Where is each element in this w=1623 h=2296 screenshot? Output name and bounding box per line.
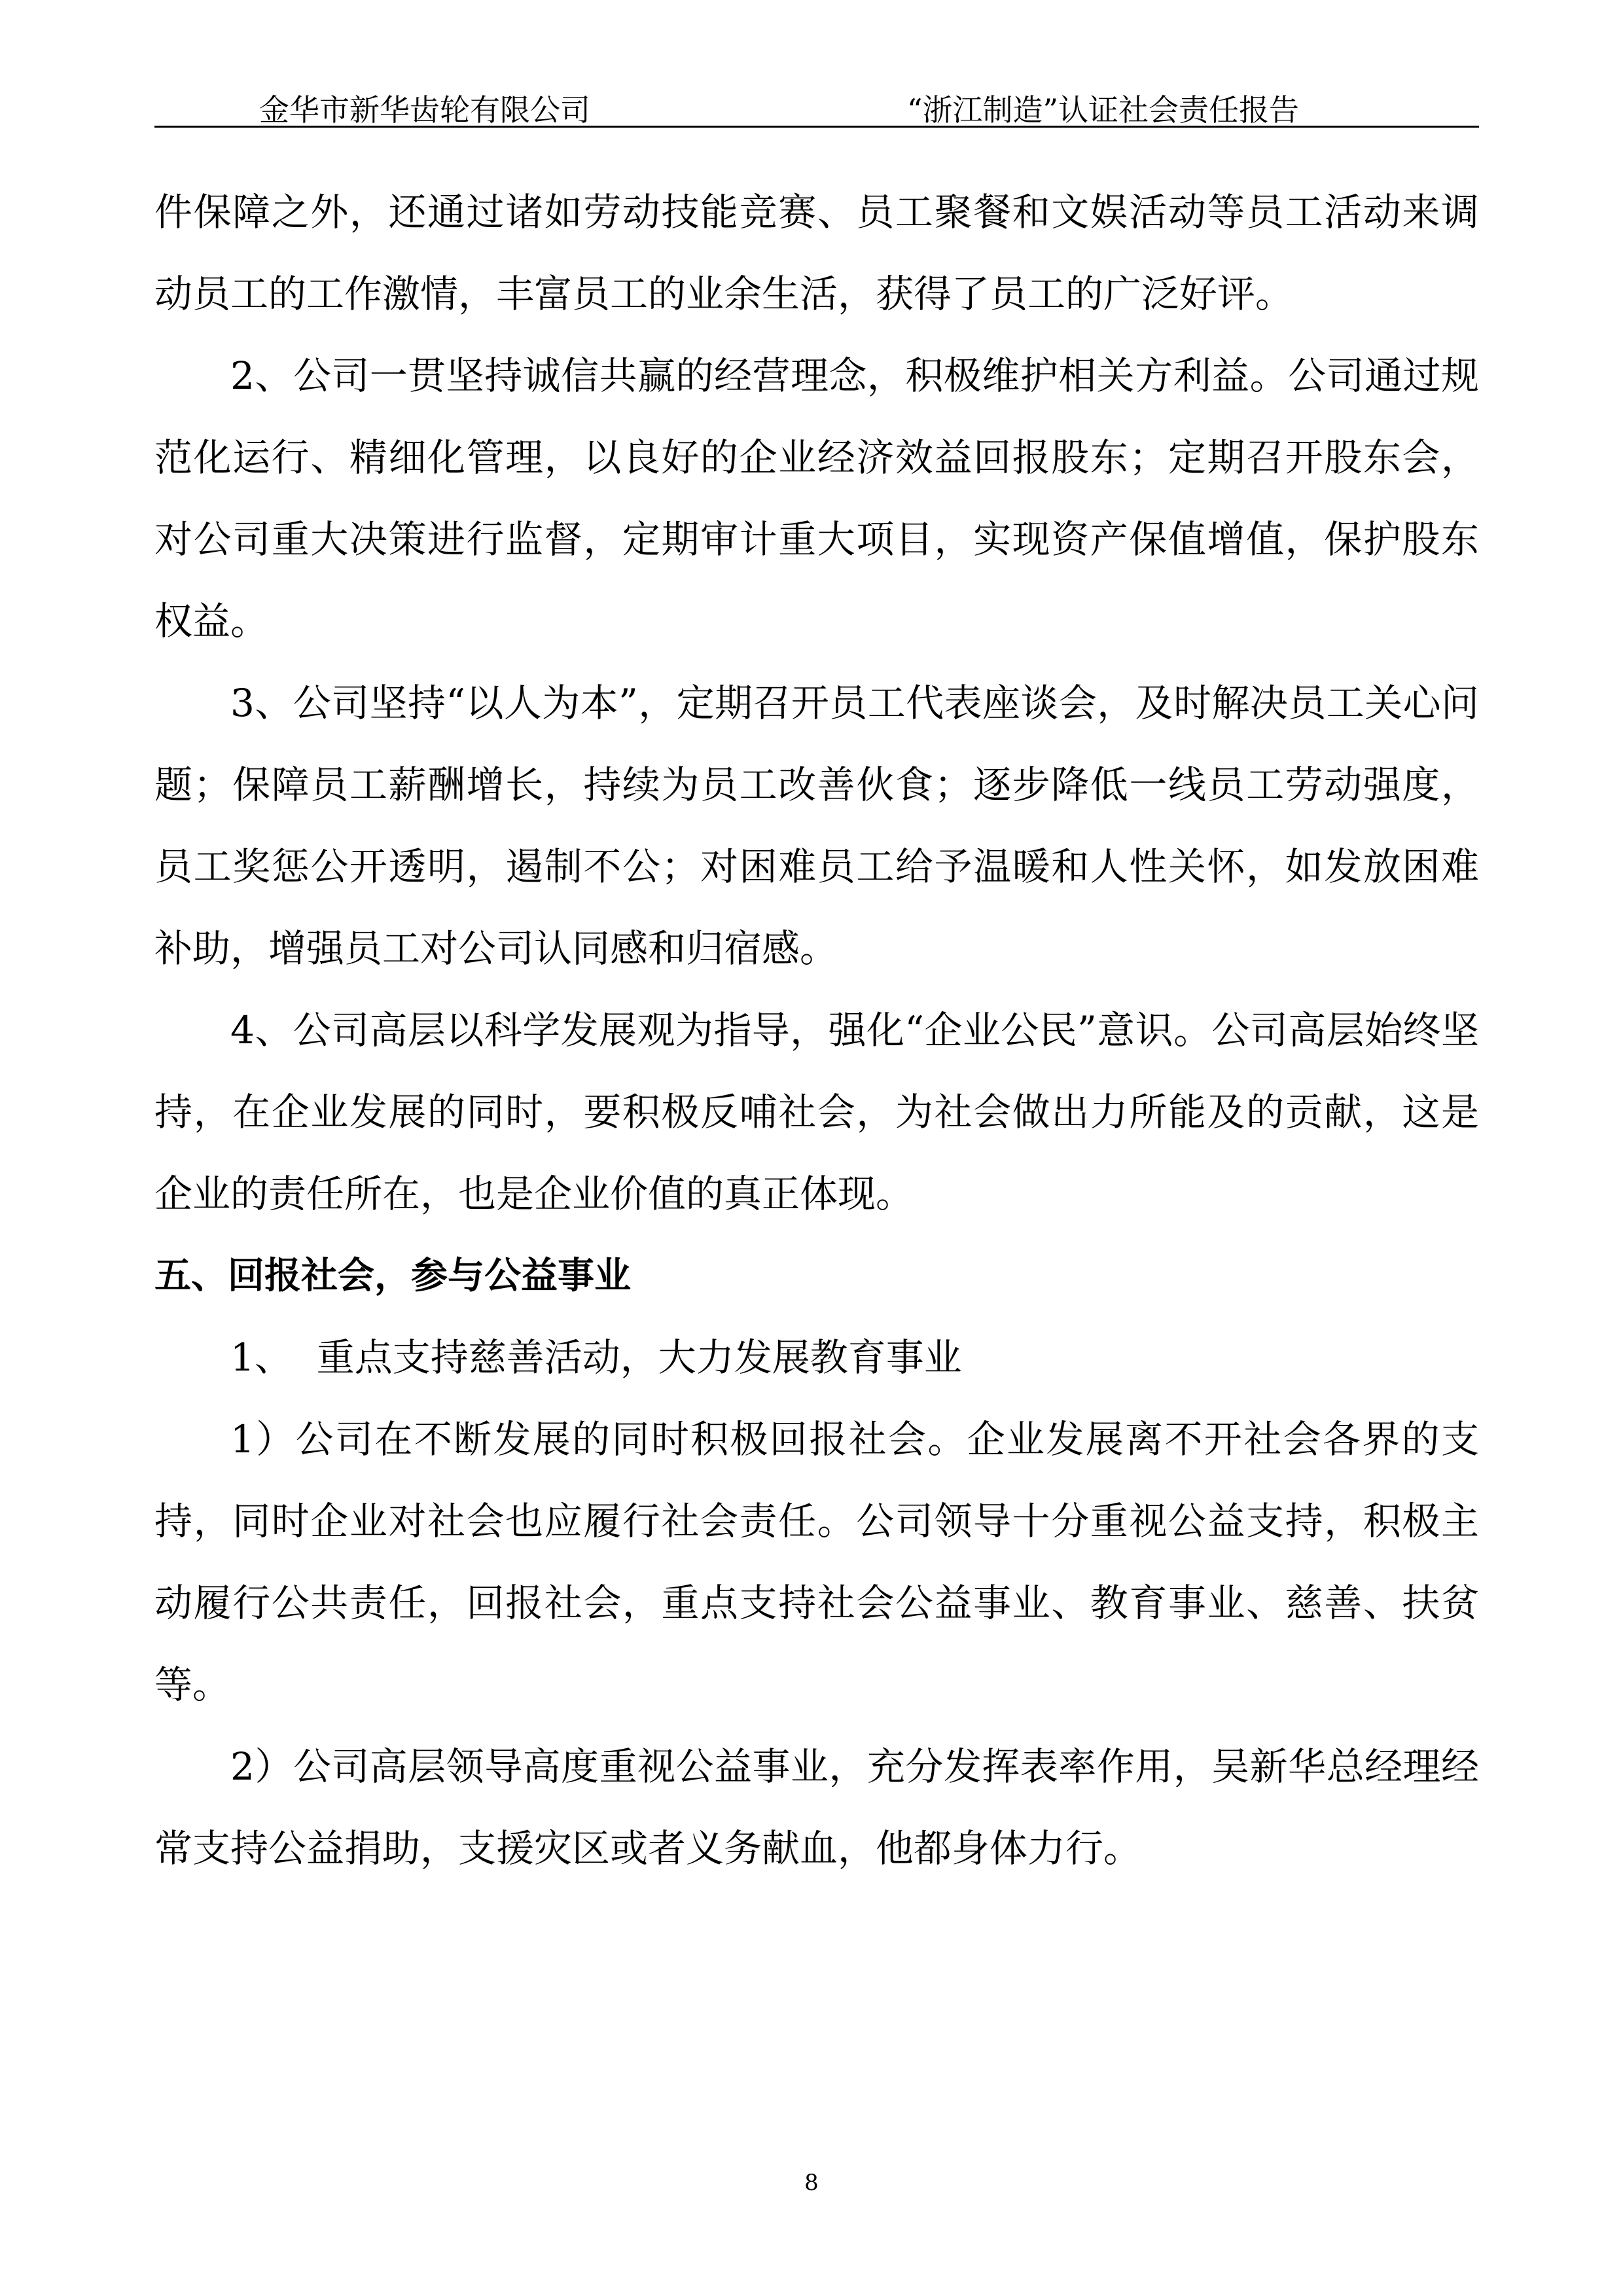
paragraph-4: 4、公司高层以科学发展观为指导，强化“企业公民”意识。公司高层始终坚持，在企业发展的同时，要积极反哺社会，为社会做出力所能及的贡献，这是企业的责任所在，也是企业价值的真正体现。 <box>154 1008 1479 1216</box>
paragraph-3: 3、公司坚持“以人为本”，定期召开员工代表座谈会，及时解决员工关心问题；保障员工薪酬增长，持续为员工改善伙食；逐步降低一线员工劳动强度，员工奖惩公开透明，遏制不公；对困难员工给予温暖和人性关怀，如发放困难补助，增强员工对公司认同感和归宿感。 <box>154 681 1479 971</box>
header-divider <box>154 126 1479 128</box>
sub-heading: 1、 重点支持慈善活动，大力发展教育事业 <box>230 1335 962 1380</box>
page-header <box>154 79 1479 131</box>
paragraph-2: 2、公司一贯坚持诚信共赢的经营理念，积极维护相关方利益。公司通过规范化运行、精细化管理，以良好的企业经济效益回报股东；定期召开股东会，对公司重大决策进行监督，定期审计重大项目，实现资产保值增值，保护股东权益。 <box>154 353 1479 643</box>
header-company-name: 金华市新华齿轮有限公司 <box>259 92 590 128</box>
page-number: 8 <box>804 2170 819 2196</box>
document-body <box>154 171 1479 1890</box>
header-report-title: “浙江制造”认证社会责任报告 <box>907 92 1300 128</box>
paragraph-6: 2）公司高层领导高度重视公益事业，充分发挥表率作用，吴新华总经理经常支持公益捐助，支援灾区或者义务献血，他都身体力行。 <box>154 1744 1479 1871</box>
paragraph-continuation: 件保障之外，还通过诸如劳动技能竞赛、员工聚餐和文娱活动等员工活动来调动员工的工作激情，丰富员工的业余生活，获得了员工的广泛好评。 <box>154 190 1479 316</box>
paragraph-5: 1）公司在不断发展的同时积极回报社会。企业发展离不开社会各界的支持，同时企业对社会也应履行社会责任。公司领导十分重视公益支持，积极主动履行公共责任，回报社会，重点支持社会公益事业、教育事业、慈善、扶贫等。 <box>154 1417 1479 1707</box>
section-heading: 五、回报社会，参与公益事业 <box>154 1255 631 1297</box>
